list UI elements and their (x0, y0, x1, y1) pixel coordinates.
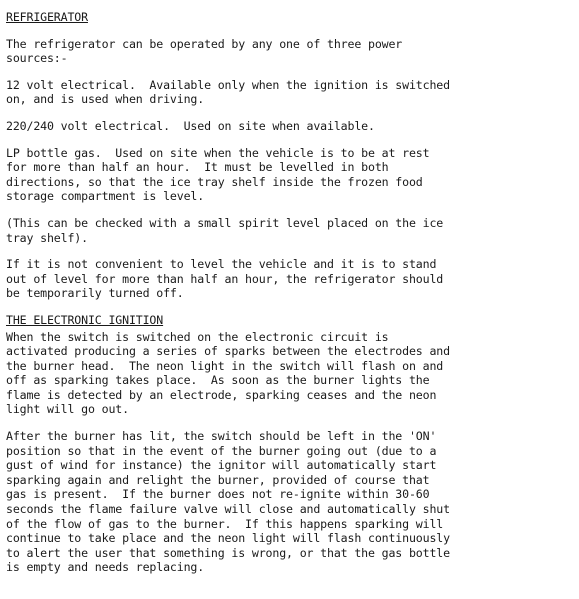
paragraph-out-of-level: If it is not convenient to level the vehicle and it is to stand out of level for more than half an hour, the refrigerator should be temporarily turned off. (6, 257, 444, 301)
document-page (6, 10, 574, 575)
paragraph-power-sources: The refrigerator can be operated by any one of three power sources:- (6, 36, 403, 66)
spacer (6, 204, 574, 216)
paragraph-after-burner-lit: After the burner has lit, the switch should be left in the 'ON' position so that in the event of the burner going out (due to a gust of wind for instance) the ignitor will automatically start sparking again and relight the burner, provided of course that gas is present. If the burner does not re-ignite within 30-60 seconds the flame failure valve will close and automatically shut of the flow of gas to the burner. If this happens sparking will continue to take place and the neon light will flash continuously to alert the user that something is wrong, or that the gas bottle is empty and needs replacing. (6, 429, 450, 575)
paragraph-12-volt: 12 volt electrical. Available only when the ignition is switched on, and is used when driving. (6, 77, 450, 107)
section-heading-refrigerator: REFRIGERATOR (6, 10, 88, 24)
spacer (6, 134, 574, 146)
spacer (6, 66, 574, 78)
spacer (6, 107, 574, 119)
spacer (6, 417, 574, 429)
paragraph-spirit-level: (This can be checked with a small spirit level placed on the ice tray shelf). (6, 215, 444, 245)
spacer (6, 245, 574, 257)
paragraph-220-240-volt: 220/240 volt electrical. Used on site when available. (6, 118, 375, 133)
spacer (6, 25, 574, 37)
spacer (6, 301, 574, 313)
section-heading-electronic-ignition: THE ELECTRONIC IGNITION (6, 312, 164, 327)
paragraph-switch-activation: When the switch is switched on the electronic circuit is activated producing a series of sparks between the electrodes and the burner head. The neon light in the switch will flash on and off as sparking takes place. As soon as the burner lights the flame is detected by an electrode, sparking ceases and the neon light will go out. (6, 329, 450, 417)
paragraph-lp-gas: LP bottle gas. Used on site when the vehicle is to be at rest for more than half an hour. It must be levelled in both directions, so that the ice tray shelf inside the frozen food storage compartment is level. (6, 145, 430, 204)
